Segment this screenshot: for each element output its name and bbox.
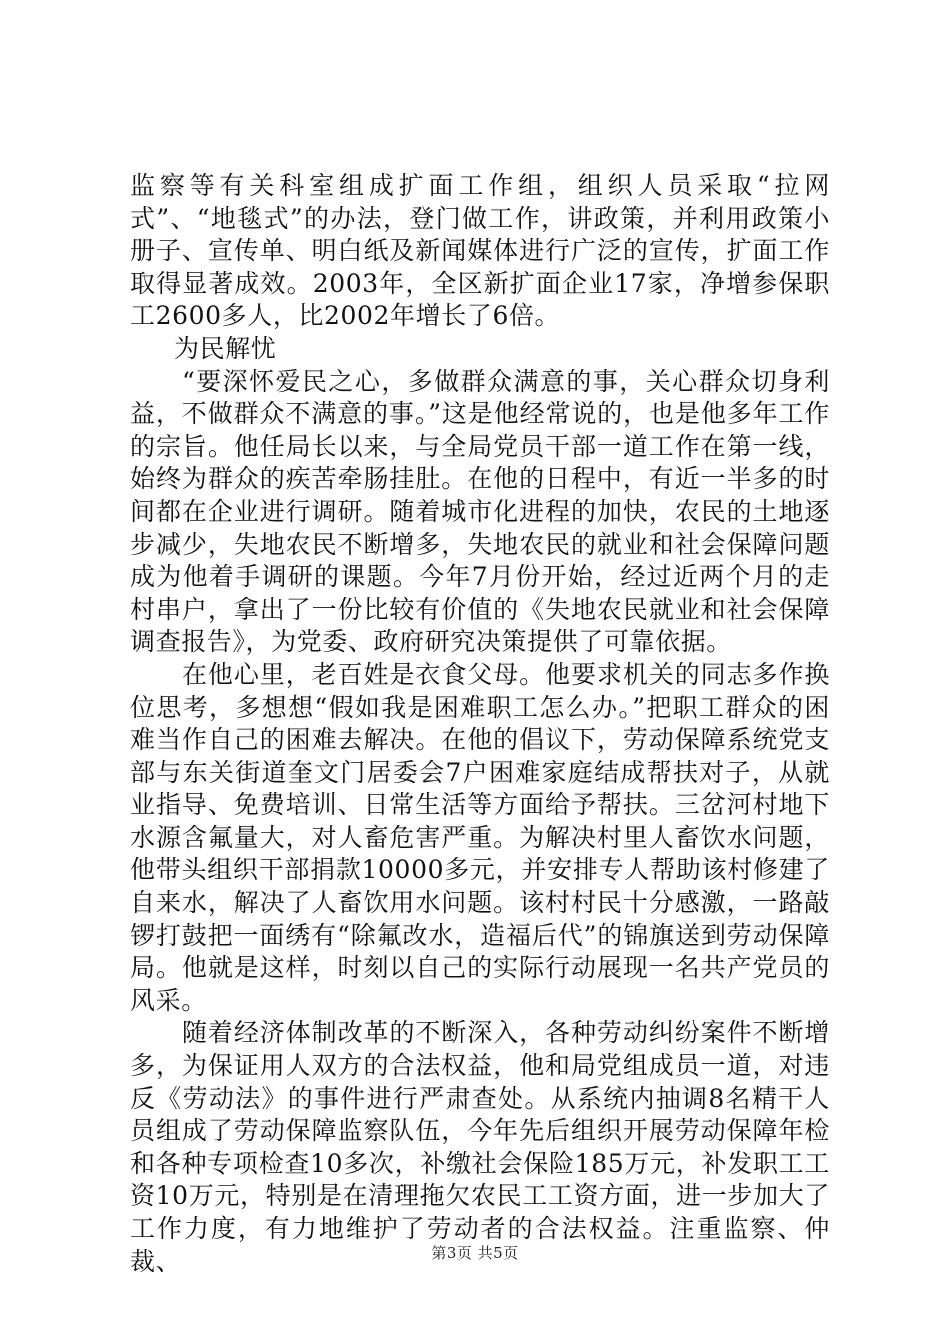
- paragraph-continued: 监察等有关科室组成扩面工作组，组织人员采取“拉网式”、“地毯式”的办法，登门做工作，讲政策，并利用政策小册子、宣传单、明白纸及新闻媒体进行广泛的宣传，扩面工作取得显著成效。2003年，全区新扩面企业17家，净增参保职工2600多人，比2002年增长了6倍。: [130, 171, 830, 331]
- document-body: [130, 170, 830, 1278]
- section-heading: 为民解忧: [174, 333, 277, 363]
- page-footer: 第3页 共5页: [431, 1244, 519, 1262]
- paragraph: “要深怀爱民之心，多做群众满意的事，关心群众切身利益，不做群众不满意的事。”这是他经常说的，也是他多年工作的宗旨。他任局长以来，与全局党员干部一道工作在第一线，始终为群众的疾苦牵肠挂肚。在他的日程中，有近一半多的时间都在企业进行调研。随着城市化进程的加快，农民的土地逐步减少，失地农民不断增多，失地农民的就业和社会保障问题成为他着手调研的课题。今年7月份开始，经过近两个月的走村串户，拿出了一份比较有价值的《失地农民就业和社会保障调查报告》，为党委、政府研究决策提供了可靠依据。: [130, 366, 830, 657]
- paragraph: 在他心里，老百姓是衣食父母。他要求机关的同志多作换位思考，多想想“假如我是困难职工怎么办。”把职工群众的困难当作自己的困难去解决。在他的倡议下，劳动保障系统党支部与东关街道奎文门居委会7户困难家庭结成帮扶对子，从就业指导、免费培训、日常生活等方面给予帮扶。三岔河村地下水源含氟量大，对人畜危害严重。为解决村里人畜饮水问题，他带头组织干部捐款10000多元，并安排专人帮助该村修建了自来水，解决了人畜饮用水问题。该村村民十分感激，一路敲锣打鼓把一面绣有“除氟改水，造福后代”的锦旗送到劳动保障局。他就是这样，时刻以自己的实际行动展现一名共产党员的风采。: [130, 659, 830, 1015]
- paragraph: 随着经济体制改革的不断深入，各种劳动纠纷案件不断增多，为保证用人双方的合法权益，他和局党组成员一道，对违反《劳动法》的事件进行严肃查处。从系统内抽调8名精干人员组成了劳动保障监察队伍，今年先后组织开展劳动保障年检和各种专项检查10多次，补缴社会保险185万元，补发职工工资10万元，特别是在清理拖欠农民工工资方面，进一步加大了工作力度，有力地维护了劳动者的合法权益。注重监察、仲裁、: [130, 1018, 830, 1276]
